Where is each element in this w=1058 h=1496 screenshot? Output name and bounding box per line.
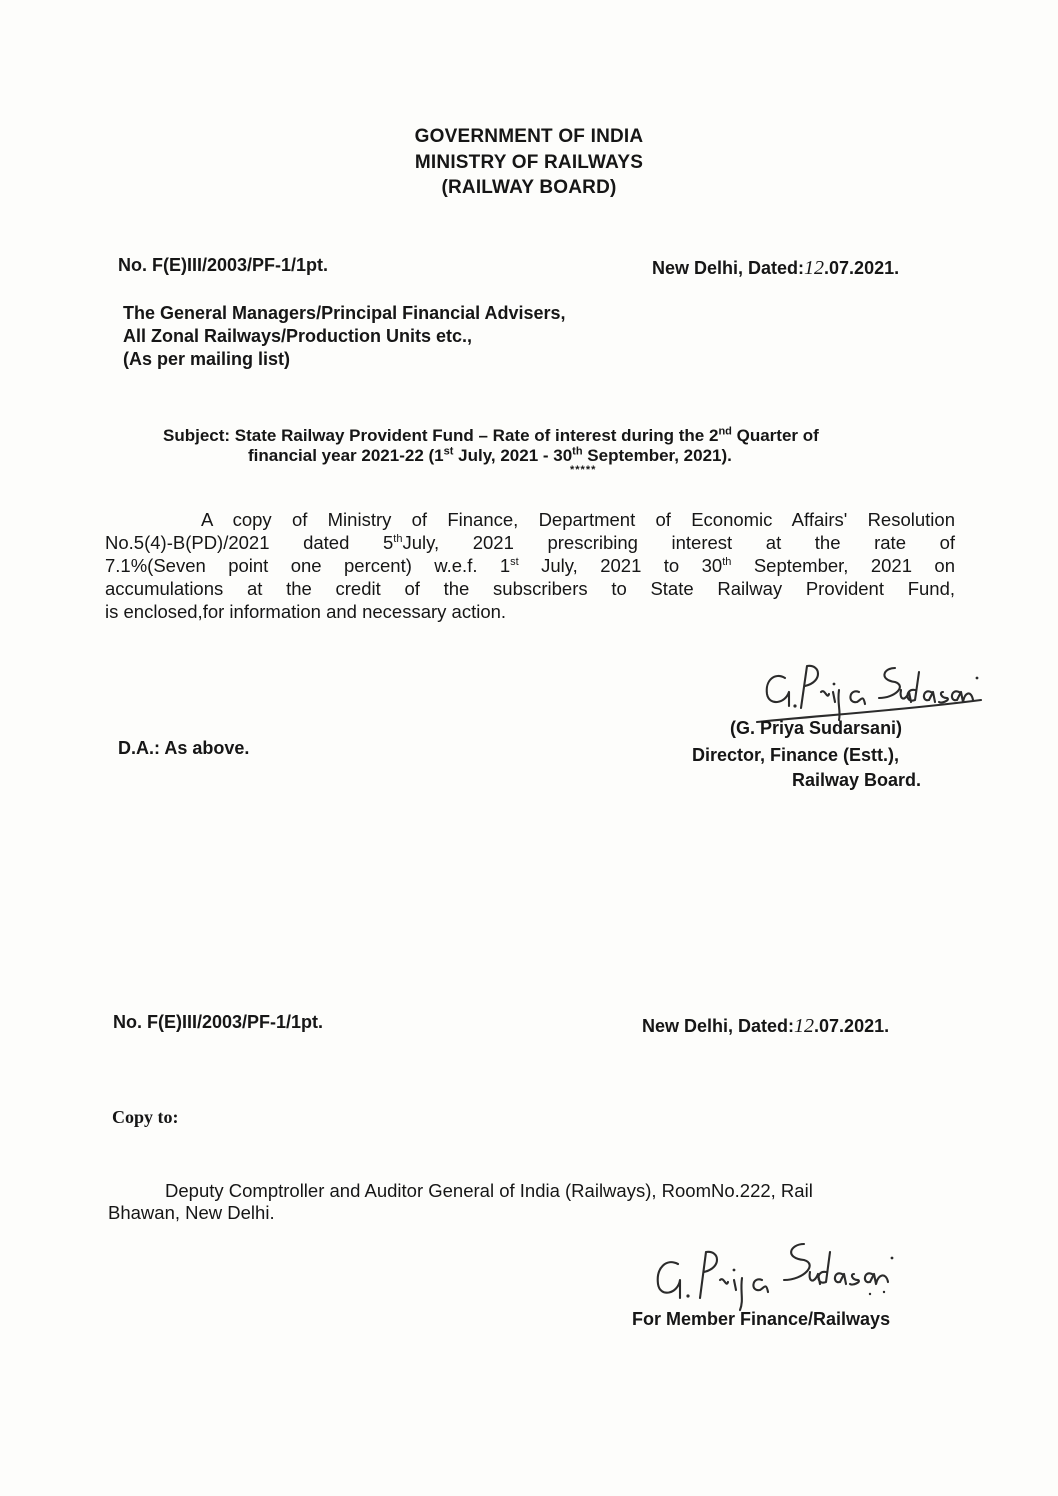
copy-recipient-line-1: Deputy Comptroller and Auditor General of India (Railways), RoomNo.222, Rail [165,1180,813,1201]
signatory-name: (G. Priya Sudarsani) [730,718,903,738]
body-paragraph [105,508,955,623]
copy-reference-number: No. F(E)III/2003/PF-1/1pt. [113,1012,324,1032]
addressee-line-3: (As per mailing list) [123,349,291,369]
subject-line-2: financial year 2021-22 (1st July, 2021 - 30th September, 2021). [248,445,732,465]
signature-member-finance [650,1222,910,1312]
reference-number: No. F(E)III/2003/PF-1/1pt. [118,255,329,275]
body-line-3: 7.1%(Seven point one percent) w.e.f. 1st July, 2021 to 30th September, 2021 on [105,555,955,576]
body-line-2: No.5(4)-B(PD)/2021 dated 5thJuly, 2021 prescribing interest at the rate of [105,532,955,553]
reference-date [652,257,899,280]
addressee-line-2: All Zonal Railways/Production Units etc., [123,326,473,346]
subject-label: Subject: [163,426,231,445]
date-day-handwritten: 12 [804,257,825,279]
date-prefix: New Delhi, Dated: [652,258,805,278]
copy-for-line: For Member Finance/Railways [632,1309,891,1329]
header-board: (RAILWAY BOARD) [441,177,617,198]
signature-director [755,648,985,728]
copy-recipient-line-2: Bhawan, New Delhi. [108,1202,275,1223]
signatory-designation: Director, Finance (Estt.), [692,745,900,765]
subject-stars: ***** [570,464,597,476]
signatory-office: Railway Board. [792,770,922,790]
body-line-5: is enclosed,for information and necessary action. [105,601,507,622]
header-ministry: MINISTRY OF RAILWAYS [414,152,644,173]
copy-to-label: Copy to: [112,1107,179,1127]
copy-date-day-handwritten: 12 [794,1015,815,1037]
addressee-line-1: The General Managers/Principal Financial Advisers, [123,303,566,323]
subject-line-1: Subject: State Railway Provident Fund – Rate of interest during the 2nd Quarter of [163,425,819,445]
header-government: GOVERNMENT OF INDIA [414,126,644,147]
date-rest: .07.2021. [824,258,900,278]
body-line-4: accumulations at the credit of the subscribers to State Railway Provident Fund, [105,578,955,599]
copy-reference-date: New Delhi, Dated:12.07.2021. [642,1015,890,1037]
body-line-1: A copy of Ministry of Finance, Department of Economic Affairs' Resolution [201,509,955,530]
enclosure-note: D.A.: As above. [118,738,250,758]
